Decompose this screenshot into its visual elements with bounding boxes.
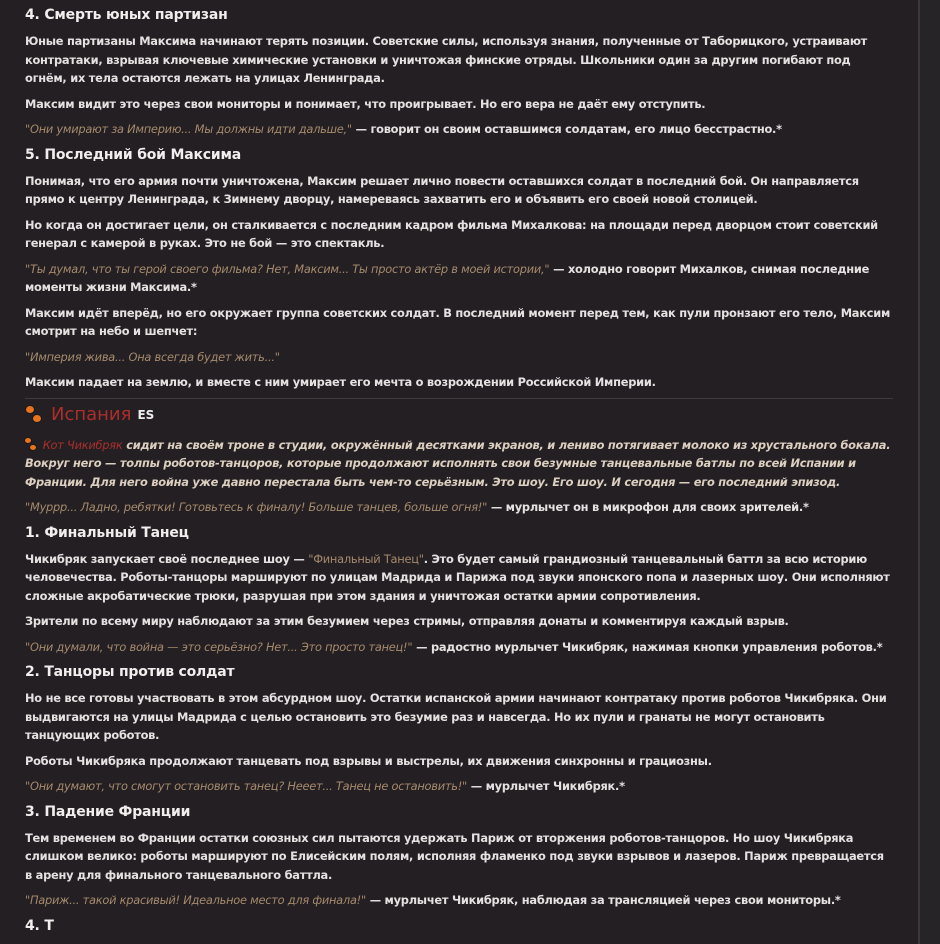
chat-message-content: [25, 0, 893, 936]
quote-paragraph: [25, 777, 893, 796]
heading-maxim-last-battle: 5. Последний бой Максима: [25, 146, 241, 163]
quote-attribution: — радостно мурлычет Чикибряк, нажимая кнопки управления роботов.*: [412, 639, 883, 654]
quote: "Они умирают за Империю... Мы должны идти дальше,": [25, 122, 352, 136]
quote-attribution: — холодно говорит Михалков, снимая последние моменты жизни Максима.*: [25, 261, 870, 294]
quote: "Париж... такой красивый! Идеальное место для финала!": [25, 893, 366, 907]
paragraph: Но не все готовы участвовать в этом абсурдном шоу. Остатки испанской армии начинают контратаку против роботов Чикибряка. Они выдвигаются на улицы Мадрида с целью остановить это безумие раз и навсегда. Но их пули и гранаты не могут остановить танцующих роботов.: [25, 691, 887, 742]
paragraph: Юные партизаны Максима начинают терять позиции. Советские силы, используя знания, полученные от Таборицкого, устраивают контратаки, взрывая ключевые химические установки и уничтожая финские отряды. Школьники один за другим погибают под огнём, их тела остаются лежать на улицах Ленинграда.: [25, 34, 867, 85]
quote: "Они думали, что война — это серьёзно? Нет... Это просто танец!": [25, 639, 413, 654]
quote-attribution: — мурлычет Чикибряк.*: [467, 779, 625, 793]
paragraph: Тем временем во Франции остатки союзных сил пытаются удержать Париж от вторжения роботов-танцоров. Но шоу Чикибряка слишком велико: роботы маршируют по Елисейским полям, исполняя фламенко под звуки взрывов и лазеров. Париж превращается в арену для финального танцевального баттла.: [25, 830, 884, 882]
paragraph: [25, 550, 893, 606]
quote-paragraph: [25, 638, 893, 657]
scrollbar-track[interactable]: [920, 0, 940, 944]
paragraph: Максим падает на землю, и вместе с ним умирает его мечта о возрождении Российской Империи.: [25, 375, 656, 389]
quote-attribution: — мурлычет Чикибряк, наблюдая за трансляцией через свои мониторы.*: [365, 893, 841, 907]
quote-attribution: — говорит он своим оставшимся солдатам, его лицо бесстрастно.*: [351, 122, 782, 136]
quote-paragraph: [25, 348, 893, 367]
heading-final-dance: 1. Финальный Танец: [25, 524, 189, 541]
country-code: ES: [137, 407, 155, 422]
paragraph: Максим идёт вперёд, но его окружает группа советских солдат. В последний момент перед тем, как пули пронзают его тело, Максим смотрит на небо и шепчет:: [25, 305, 891, 338]
intro-text: сидит на своём троне в студии, окружённый десятками экранов, и лениво потягивает молоко из хрустального бокала. Вокруг него — толпы роботов-танцоров, которые продолжают исполнять свои безумные танцевальные батлы по всей Испании и Франции. Для него война уже давно перестала быть чем-то серьёзным. Это шоу. Его шоу. И сегодня — его последний эпизод.: [25, 437, 891, 489]
quote-paragraph: [25, 891, 893, 910]
text: Чикибряк запускает своё последнее шоу —: [25, 551, 309, 566]
section-name: Испания: [51, 403, 132, 425]
character-name: Кот Чикибряк: [42, 437, 123, 452]
quote-attribution: — мурлычет он в микрофон для своих зрителей.*: [487, 500, 809, 514]
paragraph: Зрители по всему миру наблюдают за этим безумием через стримы, отправляя донаты и комментируя каждый взрыв.: [25, 614, 789, 628]
paragraph: Роботы Чикибряка продолжают танцевать под взрывы и выстрелы, их движения синхронны и грациозны.: [25, 753, 712, 768]
paragraph: Максим видит это через свои мониторы и понимает, что проигрывает. Но его вера не даёт ему отступить.: [25, 96, 706, 111]
intro-paragraph: [25, 436, 893, 492]
heading-dancers-vs-soldiers: 2. Танцоры против солдат: [25, 664, 235, 680]
paragraph: Понимая, что его армия почти уничтожена, Максим решает лично повести оставшихся солдат в последний бой. Он направляется прямо к центру Ленинграда, к Зимнему дворцу, намереваясь захватить его и объявить его своей новой столицей.: [25, 173, 859, 206]
quote: "Они думают, что смогут остановить танец? Нееет... Танец не остановить!": [25, 779, 468, 793]
heading-young-partisans: 4. Смерть юных партизан: [25, 7, 228, 23]
quote: "Муррр... Ладно, ребятки! Готовьтесь к финалу! Больше танцев, больше огня!": [25, 500, 488, 514]
paw-prints-icon: [25, 438, 39, 452]
section-divider: [25, 398, 893, 399]
paragraph: Но когда он достигает цели, он сталкивается с последним кадром фильма Михалкова: на площади перед дворцом стоит советский генерал с камерой в руках. Это не бой — это спектакль.: [25, 217, 878, 250]
quote-paragraph: [25, 498, 893, 517]
paw-prints-icon: [25, 405, 45, 425]
quote-paragraph: [25, 260, 893, 297]
heading-cut-off: 4. Т: [25, 917, 54, 934]
quote: "Ты думал, что ты герой своего фильма? Нет, Максим... Ты просто актёр в моей истории,": [25, 261, 550, 276]
heading-fall-of-france: 3. Падение Франции: [25, 803, 191, 820]
section-title-spain: [25, 403, 893, 427]
text: . Это будет самый грандиозный танцевальный баттл за всю историю человечества. Роботы-танцоры маршируют по улицам Мадрида и Парижа под звуки японского попа и лазерных шоу. Они исполняют сложные акробатические трюки, разрушая при этом здания и уничтожая остатки армии сопротивления.: [25, 551, 890, 603]
quote: "Империя жива... Она всегда будет жить...": [25, 349, 280, 364]
highlight: "Финальный Танец": [308, 551, 424, 566]
quote-paragraph: [25, 120, 893, 139]
